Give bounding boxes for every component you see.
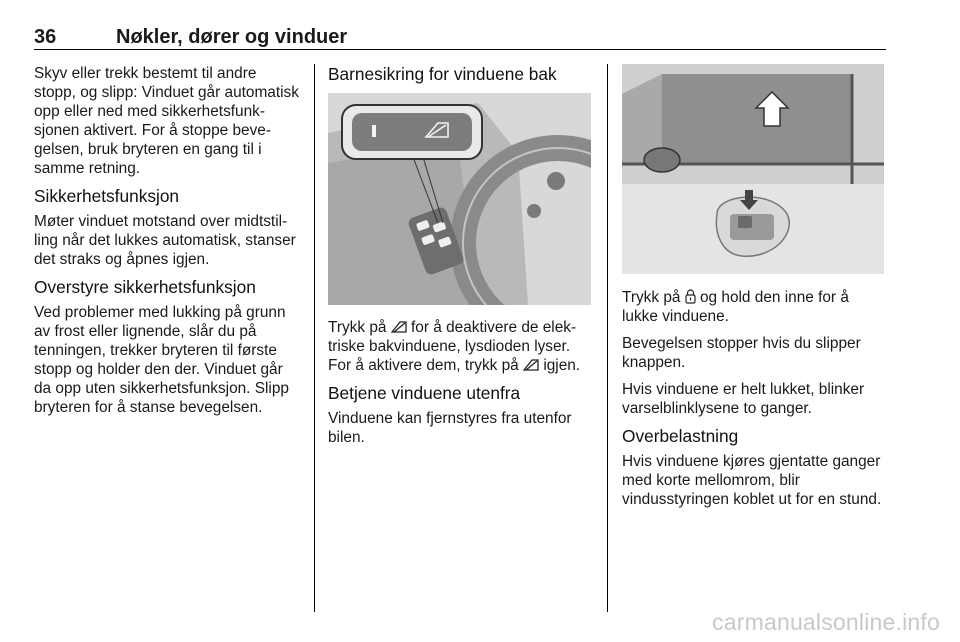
intro-paragraph: Skyv eller trekk bestemt til andre stopp, og slipp: Vinduet går automatisk opp eller ned med sikkerhetsfunksjonen aktivert. For å stoppe bevegelsen, bruk bryteren en gang til i samme retning. [34,65,299,177]
column-divider-1 [314,64,315,612]
overload-heading: Overbelastning [622,426,739,446]
overload-text: Hvis vinduene kjøres gjentatte ganger med korte mellomrom, blir vindusstyringen koblet ut for en stund. [622,453,882,508]
override-text: Ved problemer med lukking på grunn av frost eller lignende, slår du på tenningen, trekker bryteren til første stopp og holder den der. Vinduet går da opp uten sikkerhetsfunksjon. Slipp bryteren for å stanse bevegelsen. [34,304,289,416]
blink-text: Hvis vinduene er helt lukket, blinker varselblinklysene to ganger. [622,381,865,417]
watermark: carmanualsonline.info [712,609,940,635]
override-heading: Overstyre sikkerhetsfunksjon [34,277,256,297]
press-instructions: Trykk på og hold den inne for å lukke vinduene. [622,289,849,325]
column-1 [34,64,302,425]
column-divider-2 [607,64,608,612]
stop-text: Bevegelsen stopper hvis du slipper knappen. [622,335,861,371]
remote-text: Vinduene kan fjernstyres fra utenfor bilen. [328,410,572,446]
remote-heading: Betjene vinduene utenfra [328,383,521,403]
page-header [34,20,886,50]
safety-heading: Sikkerhetsfunksjon [34,186,180,206]
child-lock-instructions: Trykk på for å deaktivere de elektriske bakvinduene, lysdioden lyser. For å aktivere dem, trykk på igjen. [328,319,581,374]
padlock-icon [685,289,696,304]
column-3 [622,64,884,517]
door-switch-illustration [328,93,591,305]
column-2 [328,64,591,455]
child-lock-heading: Barnesikring for vinduene bak [328,64,557,84]
remote-key-illustration [622,64,884,274]
page-number: 36 [34,26,57,48]
window-lock-icon [523,358,539,372]
safety-text: Møter vinduet motstand over midtstilling når det lukkes automatisk, stanser det straks og åpnes igjen. [34,213,296,268]
window-lock-icon [391,320,407,334]
chapter-title: Nøkler, dører og vinduer [116,26,348,48]
